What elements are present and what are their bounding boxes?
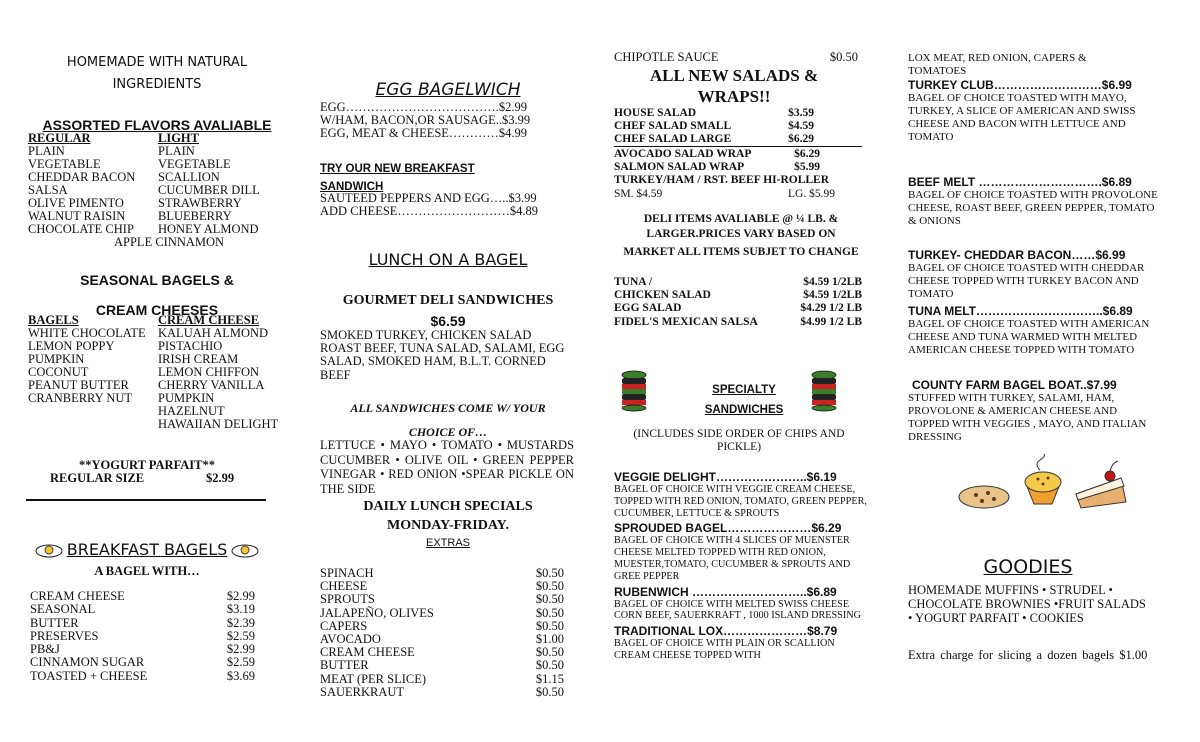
col4-item-name: TURKEY CLUB………………………$6.99: [908, 78, 1132, 92]
breakfast-item-price: $2.99: [226, 589, 255, 603]
breakfast-item-price: $2.59: [226, 655, 255, 670]
wraps-list: [614, 148, 820, 174]
extra-item-price: $0.50: [535, 566, 564, 580]
extra-item-price: $1.15: [535, 671, 564, 686]
breakfast-item: [30, 590, 255, 603]
roller-lg: LG. $5.99: [788, 188, 835, 200]
goodies-list: [908, 583, 1168, 625]
extra-item: [320, 686, 564, 699]
gourmet-desc: SMOKED TURKEY, CHICKEN SALAD ROAST BEEF, TUNA SALAD, SALAMI, EGG SALAD, SMOKED HAM, B.L.T. CORNED BEEF: [320, 328, 565, 382]
breakfast-item-name: PRESERVES: [30, 628, 99, 643]
deli-item-name: TUNA /: [614, 276, 653, 288]
extra-item-name: JALAPEÑO, OLIVES: [320, 605, 434, 620]
flavor-regular: WALNUT RAISIN: [28, 209, 126, 223]
breakfast-item: [30, 603, 255, 616]
extra-item-name: CREAM CHEESE: [320, 645, 415, 660]
breakfast-item: [30, 643, 255, 656]
yogurt-size: REGULAR SIZE: [50, 471, 145, 485]
specialty-item-name: RUBENWICH ………………………..$6.89: [614, 584, 837, 599]
flavor-regular: SALSA: [28, 183, 68, 197]
deli-item-name: FIDEL'S MEXICAN SALSA: [614, 315, 758, 328]
salad-item-price: $4.59: [788, 120, 814, 133]
salad-item-name: HOUSE SALAD: [614, 107, 697, 119]
salad-item: [614, 107, 814, 120]
all-sandwiches-line1: ALL SANDWICHES COME W/ YOUR: [350, 401, 546, 415]
deli-item: [614, 276, 862, 289]
seasonal-bagel: CRANBERRY NUT: [28, 391, 133, 405]
cream-cheese-header: CREAM CHEESE: [158, 313, 260, 327]
col4-item-desc: BAGEL OF CHOICE TOASTED WITH AMERICAN CHEESE AND TUNA WARMED WITH MELTED AMERICAN CHEESE TOPPED WITH TOMATO: [908, 318, 1150, 356]
deli-item-name: CHICKEN SALAD: [614, 289, 711, 302]
fried-egg-icon: [231, 542, 259, 558]
flavor-light: CUCUMBER DILL: [158, 183, 260, 197]
wrap-item-price: $6.29: [794, 148, 820, 160]
wrap-item: [614, 148, 820, 161]
lunch-title: LUNCH ON A BAGEL: [368, 250, 528, 269]
salads-list: [614, 107, 814, 147]
extras-list: [320, 567, 564, 699]
breakfast-item-name: BUTTER: [30, 615, 79, 630]
seasonal-cream: IRISH CREAM: [158, 352, 239, 366]
seasonal-bagel: LEMON POPPY: [28, 339, 115, 353]
breakfast-title: BREAKFAST BAGELS: [66, 540, 228, 559]
specialty-item-desc: BAGEL OF CHOICE WITH 4 SLICES OF MUENSTER CHEESE MELTED TOPPED WITH RED ONION, MUESTER,TOMATO, CUCUMBER & SPROUTS AND GREE PEPPER: [614, 535, 851, 582]
column-2: [320, 0, 576, 742]
all-sandwiches: [320, 396, 576, 444]
seasonal-cream: HAZELNUT: [158, 404, 225, 418]
sandwich-icon: [620, 370, 648, 412]
deli-item: [614, 302, 862, 315]
flavor-regular: PLAIN: [28, 144, 65, 158]
deli-item-price: $4.29 1/2 LB: [800, 302, 862, 315]
menu-line: ADD CHEESE………………………$4.89: [320, 204, 539, 219]
extra-item-name: SPINACH: [320, 566, 374, 580]
flavor-regular: VEGETABLE: [28, 157, 101, 171]
homemade-line1: HOMEMADE WITH NATURAL: [66, 55, 248, 70]
specials-list: [614, 470, 868, 664]
salad-item: [614, 133, 814, 146]
egg-bagelwich-title: EGG BAGELWICH: [375, 80, 521, 100]
specialty-item-desc: BAGEL OF CHOICE WITH MELTED SWISS CHEESE CORN BEEF, SAUERKRAFT , 1000 ISLAND DRESSING: [614, 598, 861, 622]
flavor-light: HONEY ALMOND: [158, 222, 259, 236]
seasonal-bagel: COCONUT: [28, 365, 89, 379]
breakfast-heading: [22, 540, 272, 559]
breakfast-item-name: PB&J: [30, 642, 60, 657]
extra-item-name: CAPERS: [320, 618, 368, 633]
turkey-roller: TURKEY/HAM / RST. BEEF HI-ROLLER: [614, 174, 830, 186]
col4-item: [908, 378, 1158, 444]
deli-item-price: $4.59 1/2LB: [803, 276, 862, 288]
specialty-title-line2: SANDWICHES: [704, 404, 784, 416]
column-3: [614, 0, 868, 742]
deli-item-name: EGG SALAD: [614, 302, 682, 315]
flavor-regular: OLIVE PIMENTO: [28, 196, 124, 210]
deli-item-price: $4.59 1/2LB: [803, 289, 862, 302]
specialty-item: [614, 624, 868, 662]
breakfast-item-price: $3.69: [226, 668, 255, 683]
salad-item: [614, 120, 814, 133]
all-sandwiches-line2: CHOICE OF…: [408, 425, 488, 439]
extra-item-name: SPROUTS: [320, 592, 375, 607]
seasonal-title-line2: CREAM CHEESES: [95, 302, 219, 318]
seasonal-bagel: [28, 418, 158, 431]
seasonal-list: [28, 314, 288, 431]
try-items: [320, 192, 576, 218]
extra-item-price: $0.50: [535, 658, 564, 673]
wrap-item-name: SALMON SALAD WRAP: [614, 161, 745, 174]
sandwich-icon: [810, 370, 838, 412]
flavor-light: VEGETABLE: [158, 157, 231, 171]
extra-item-price: $0.50: [535, 605, 564, 620]
homemade-line2: INGREDIENTS: [112, 77, 202, 92]
breakfast-item-name: CINNAMON SUGAR: [30, 655, 145, 670]
salad-item-price: $3.59: [788, 107, 814, 119]
lox-continued: LOX MEAT, RED ONION, CAPERS & TOMATOES: [908, 52, 1087, 77]
daily-specials-line2: MONDAY-FRIDAY.: [386, 518, 509, 533]
seasonal-bagel: WHITE CHOCOLATE: [28, 326, 146, 340]
fried-egg-icon: [35, 542, 63, 558]
seasonal-bagel: PEANUT BUTTER: [28, 378, 129, 392]
col4-item: [908, 304, 1158, 357]
extra-item-price: $0.50: [535, 592, 564, 607]
col4-item-desc: STUFFED WITH TURKEY, SALAMI, HAM, PROVOLONE & AMERICAN CHEESE AND TOPPED WITH VEGGIES , MAYO, AND ITALIAN DRESSING: [908, 392, 1147, 443]
col4-item-desc: BAGEL OF CHOICE TOASTED WITH PROVOLONE CHEESE, ROAST BEEF, GREEN PEPPER, TOMATO & ONIONS: [908, 189, 1158, 227]
extra-item-price: $0.50: [535, 618, 564, 633]
specialty-title-line1: SPECIALTY: [712, 384, 776, 396]
deli-note-line3: MARKET ALL ITEMS SUBJET TO CHANGE: [623, 246, 859, 258]
breakfast-item-name: TOASTED + CHEESE: [30, 668, 148, 683]
wrap-item: [614, 161, 820, 174]
extra-item-name: BUTTER: [320, 658, 369, 673]
extra-item-name: SAUERKRAUT: [320, 684, 405, 699]
menu-line: EGG, MEAT & CHEESE…………$4.99: [320, 126, 528, 141]
seasonal-cream: PISTACHIO: [158, 339, 223, 353]
deli-note-line1: DELI ITEMS AVALIABLE @ ¼ LB. &: [643, 213, 839, 225]
breakfast-item: [30, 630, 255, 643]
breakfast-list: [30, 590, 255, 683]
extra-item-price: $1.00: [535, 632, 564, 647]
salad-item-name: CHEF SALAD LARGE: [614, 133, 732, 146]
gourmet-price: $6.59: [430, 313, 466, 329]
specialty-item: [614, 585, 868, 623]
divider-line: [26, 499, 266, 501]
deli-item-price: $4.99 1/2 LB: [800, 315, 862, 328]
wrap-item-price: $5.99: [794, 161, 820, 174]
col4-item: [908, 175, 1158, 228]
extra-item: [320, 593, 564, 606]
breakfast-item: [30, 670, 255, 683]
seasonal-cream: HAWAIIAN DELIGHT: [158, 417, 279, 431]
extra-item-price: $0.50: [535, 645, 564, 660]
assorted-flavors: [28, 132, 288, 249]
seasonal-cream: KALUAH ALMOND: [158, 326, 269, 340]
yogurt-price: $2.99: [206, 471, 235, 485]
col4-item: [908, 248, 1158, 301]
specialty-item-desc: BAGEL OF CHOICE WITH PLAIN OR SCALLION CREAM CHEESE TOPPED WITH: [614, 638, 835, 661]
try-title-line2: SANDWICH: [320, 181, 384, 193]
goodies-title: GOODIES: [983, 556, 1073, 578]
bagels-header: BAGELS: [28, 313, 79, 327]
col4-item: [908, 78, 1158, 144]
flavor-regular: CHOCOLATE CHIP: [28, 222, 134, 236]
breakfast-item-price: $3.19: [226, 602, 255, 617]
seasonal-bagel: [28, 405, 158, 418]
egg-items: [320, 101, 576, 141]
includes-note: (INCLUDES SIDE ORDER OF CHIPS AND PICKLE): [633, 428, 845, 453]
extra-item-price: $0.50: [535, 579, 564, 594]
deli-item: [614, 316, 862, 329]
menu-line: EGG……………………………….$2.99: [320, 100, 527, 114]
salads-title-line1: ALL NEW SALADS &: [649, 66, 819, 85]
col4-items: [908, 0, 1168, 742]
roller-sm: SM. $4.59: [614, 188, 663, 200]
seasonal-grid: [28, 327, 288, 431]
apple-cinnamon: APPLE CINNAMON: [114, 235, 225, 249]
salads-title: [614, 65, 854, 107]
extra-item-price: $0.50: [535, 684, 564, 699]
extra-item-name: AVOCADO: [320, 632, 381, 647]
homemade-heading: [22, 52, 292, 96]
seasonal-bagel: PUMPKIN: [28, 352, 85, 366]
breakfast-item-price: $2.99: [226, 642, 255, 657]
menu-line: W/HAM, BACON,OR SAUSAGE..$3.99: [320, 113, 531, 128]
specialty-item-name: TRADITIONAL LOX…………………$8.79: [614, 624, 838, 639]
goodies-line3: • YOGURT PARFAIT • COOKIES: [908, 611, 1084, 625]
extra-item-name: CHEESE: [320, 579, 368, 594]
regular-header: REGULAR: [28, 131, 91, 145]
salads-title-line2: WRAPS!!: [697, 87, 771, 106]
menu-line: SAUTEED PEPPERS AND EGG…..$3.99: [320, 191, 537, 205]
extra-charge: Extra charge for slicing a dozen bagels $1.00: [908, 648, 1148, 662]
seasonal-title-line1: SEASONAL BAGELS &: [80, 272, 234, 288]
daily-specials: [320, 497, 576, 535]
assorted-title: ASSORTED FLAVORS AVALIABLE: [42, 117, 272, 133]
deli-list: [614, 276, 862, 329]
try-title-line1: TRY OUR NEW BREAKFAST: [320, 163, 475, 175]
breakfast-item: [30, 617, 255, 630]
flavor-regular: CHEDDAR BACON: [28, 170, 136, 184]
chipotle-label: CHIPOTLE SAUCE: [614, 50, 719, 64]
goodies-line1: HOMEMADE MUFFINS • STRUDEL •: [908, 583, 1113, 597]
gourmet-title: GOURMET DELI SANDWICHES: [342, 293, 554, 308]
col4-item-name: TURKEY- CHEDDAR BACON……$6.99: [908, 248, 1126, 262]
desserts-icon: [956, 454, 1136, 512]
col4-item-name: COUNTY FARM BAGEL BOAT..$7.99: [912, 378, 1117, 392]
specialty-item: [614, 470, 868, 519]
flavor-light: SCALLION: [158, 170, 220, 184]
col4-item-desc: BAGEL OF CHOICE TOASTED WITH CHEDDAR CHEESE TOPPED WITH TURKEY BACON AND TOMATO: [908, 262, 1145, 300]
salad-item-price: $6.29: [788, 133, 814, 146]
yogurt-parfait-title: **YOGURT PARFAIT**: [78, 458, 216, 472]
flavor-light: STRAWBERRY: [158, 196, 242, 210]
extra-item: [320, 607, 564, 620]
breakfast-item-price: $2.39: [226, 615, 255, 630]
light-header: LIGHT: [158, 131, 199, 145]
specialty-item-name: VEGGIE DELIGHT…………………..$6.19: [614, 470, 837, 484]
seasonal-cream: PUMPKIN: [158, 391, 215, 405]
choices-text: LETTUCE • MAYO • TOMATO • MUSTARDS CUCUMBER • OLIVE OIL • GREEN PEPPER VINEGAR • RED ONION •SPEAR PICKLE ON THE SIDE: [320, 438, 574, 496]
breakfast-subtitle: A BAGEL WITH…: [94, 564, 200, 578]
column-1: [22, 0, 292, 742]
col4-item-name: BEEF MELT ………………………….$6.89: [908, 175, 1132, 189]
salad-item-name: CHEF SALAD SMALL: [614, 120, 732, 133]
breakfast-item-name: SEASONAL: [30, 602, 96, 617]
flavor-light: BLUEBERRY: [158, 209, 232, 223]
salads-divider: [614, 146, 862, 147]
chipotle-row: [614, 50, 858, 65]
breakfast-item-name: CREAM CHEESE: [30, 589, 125, 603]
chipotle-price: $0.50: [829, 50, 858, 64]
deli-note-line2: LARGER.PRICES VARY BASED ON: [646, 228, 836, 240]
seasonal-cream: LEMON CHIFFON: [158, 365, 260, 379]
breakfast-item: [30, 656, 255, 669]
extra-item-name: MEAT (PER SLICE): [320, 671, 427, 686]
flavor-light: PLAIN: [158, 144, 195, 158]
seasonal-cream: CHERRY VANILLA: [158, 378, 265, 392]
extras-title: EXTRAS: [425, 537, 470, 549]
deli-item: [614, 289, 862, 302]
extra-item: [320, 659, 564, 672]
col4-item-desc: BAGEL OF CHOICE TOASTED WITH MAYO, TURKEY, A SLICE OF AMERICAN AND SWISS CHEESE AND BACON WITH LETTUCE AND TOMATO: [908, 92, 1136, 143]
breakfast-item-price: $2.59: [226, 628, 255, 643]
col4-item-name: TUNA MELT…………………………..$6.89: [908, 304, 1133, 318]
extra-item: [320, 673, 564, 686]
deli-note: [614, 212, 868, 260]
flavors-grid: [28, 145, 288, 236]
specialty-title: [674, 380, 814, 420]
specialty-item-desc: BAGEL OF CHOICE WITH VEGGIE CREAM CHEESE, TOPPED WITH RED ONION, TOMATO, GREEN PEPPER, CUCUMBER, LETTUCE & SPROUTS: [614, 484, 867, 519]
column-4: [908, 0, 1168, 742]
goodies-line2: CHOCOLATE BROWNIES •FRUIT SALADS: [908, 597, 1146, 611]
specialty-item: [614, 521, 868, 582]
wrap-item-name: AVOCADO SALAD WRAP: [614, 148, 752, 160]
daily-specials-line1: DAILY LUNCH SPECIALS: [363, 499, 533, 514]
specialty-item-name: SPROUDED BAGEL…………………$6.29: [614, 521, 842, 536]
